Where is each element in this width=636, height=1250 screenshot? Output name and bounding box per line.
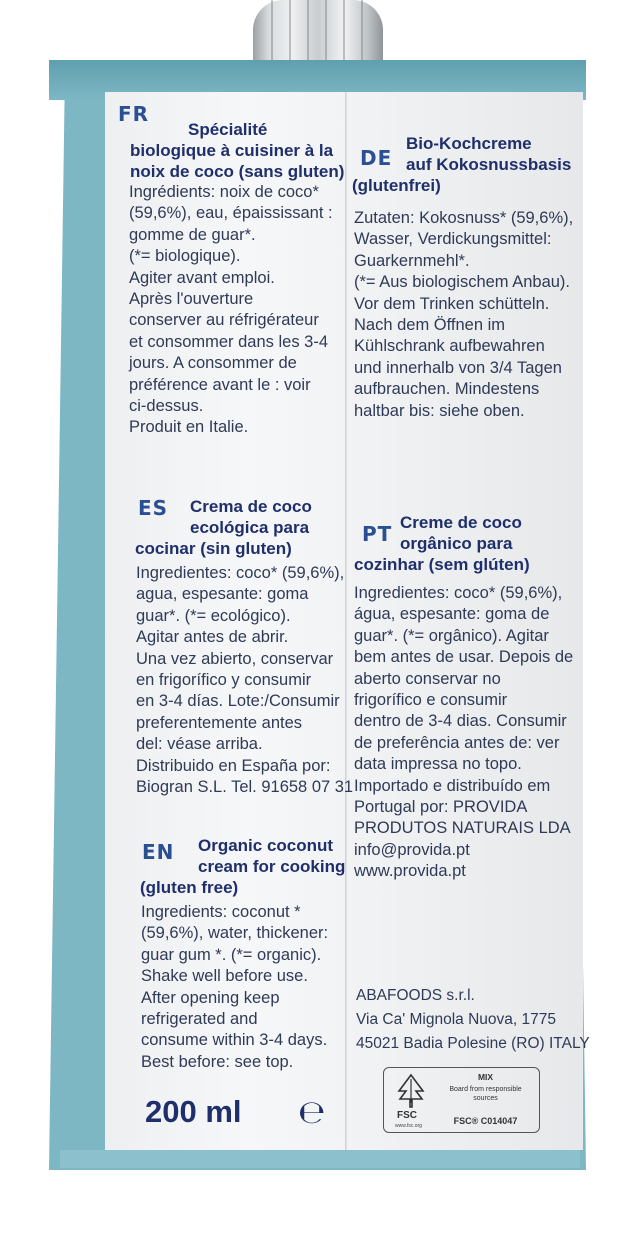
- body-pt-line: água, espesante: goma de: [354, 605, 550, 624]
- body-es-line: Distribuido en España por:: [136, 756, 331, 775]
- heading-pt-line: cozinhar (sem glúten): [354, 555, 530, 574]
- heading-es-line: Crema de coco: [190, 497, 312, 516]
- body-es-line: agua, espesante: goma: [136, 585, 309, 604]
- body-fr-line: gomme de guar*.: [129, 225, 256, 244]
- body-pt-line: Ingredientes: coco* (59,6%),: [354, 584, 563, 602]
- body-de-line: Guarkernmehl*.: [354, 251, 470, 270]
- badge-en: EN: [142, 840, 175, 864]
- body-pt-line: Portugal por: PROVIDA: [354, 798, 528, 817]
- body-es-line: guar*. (*= ecológico).: [136, 606, 291, 625]
- body-pt-line: guar*. (*= orgânico). Agitar: [354, 626, 549, 645]
- body-en-line: consume within 3-4 days.: [141, 1031, 328, 1050]
- body-de: [354, 208, 573, 422]
- body-en-line: Ingredients: coconut *: [141, 903, 301, 921]
- body-pt-line: frigorífico e consumir: [354, 691, 508, 710]
- heading-de-line: auf Kokosnussbasis: [406, 155, 572, 174]
- body-de-line: (*= Aus biologischem Anbau).: [354, 273, 571, 292]
- heading-en-line: Organic coconut: [198, 836, 334, 855]
- fsc-tree-icon: [396, 1073, 426, 1109]
- body-en-line: Best before: see top.: [141, 1052, 294, 1071]
- body-pt-line: www.provida.pt: [354, 862, 466, 881]
- body-de-line: Vor dem Trinken schütteln.: [354, 294, 550, 313]
- body-de-line: aufbrauchen. Mindestens: [354, 380, 540, 399]
- body-fr-line: et consommer dans les 3-4: [129, 332, 329, 351]
- body-fr-line: conserver au réfrigérateur: [129, 311, 319, 330]
- heading-fr-line: noix de coco (sans gluten): [130, 162, 345, 181]
- body-de-line: Zutaten: Kokosnuss* (59,6%),: [354, 209, 574, 227]
- heading-en: [140, 835, 345, 898]
- body-fr-line: Produit en Italie.: [129, 418, 249, 437]
- body-en-line: After opening keep: [141, 988, 280, 1007]
- body-de-line: Wasser, Verdickungsmittel:: [354, 230, 552, 249]
- heading-pt-line: orgânico para: [400, 534, 513, 553]
- fsc-mix: MIX: [477, 1072, 494, 1082]
- heading-pt: [354, 512, 579, 575]
- body-en-line: Shake well before use.: [141, 967, 308, 986]
- fsc-label: FSC: [397, 1110, 417, 1121]
- body-fr-line: Après l'ouverture: [129, 290, 254, 309]
- producer-line: 45021 Badia Polesine (RO) ITALY: [356, 1035, 590, 1052]
- body-pt-line: de preferência antes de: ver: [354, 733, 560, 752]
- producer-address: [356, 984, 590, 1056]
- heading-de-line: (glutenfrei): [352, 176, 441, 195]
- heading-fr: [130, 119, 345, 182]
- body-en: [141, 902, 328, 1073]
- body-es-line: preferentemente antes: [136, 713, 303, 732]
- body-de-line: Nach dem Öffnen im: [354, 316, 506, 335]
- body-pt-line: PRODUTOS NATURAIS LDA: [354, 819, 571, 838]
- body-es-line: Una vez abierto, conservar: [136, 649, 334, 668]
- heading-fr-line: biologique à cuisiner à la: [130, 141, 334, 160]
- heading-fr-line: Spécialité: [188, 120, 268, 139]
- body-es-line: Agitar antes de abrir.: [136, 628, 289, 647]
- body-fr-line: Ingrédients: noix de coco*: [129, 183, 319, 201]
- body-fr-line: ci-dessus.: [129, 397, 204, 416]
- body-en-line: (59,6%), water, thickener:: [141, 924, 329, 943]
- heading-es: [135, 496, 345, 559]
- fsc-mix-sub: Board from responsible sources: [449, 1086, 522, 1102]
- heading-de: [352, 133, 577, 196]
- body-de-line: und innerhalb von 3/4 Tagen: [354, 358, 562, 377]
- heading-es-line: cocinar (sin gluten): [135, 539, 292, 558]
- carton-base: [60, 1150, 580, 1168]
- heading-en-line: cream for cooking: [198, 857, 346, 876]
- fsc-code: FSC® C014047: [453, 1116, 518, 1126]
- producer-line: ABAFOODS s.r.l.: [356, 987, 475, 1004]
- heading-en-line: (gluten free): [140, 878, 239, 897]
- badge-es: ES: [138, 496, 169, 520]
- body-fr-line: (59,6%), eau, épaississant :: [129, 204, 333, 223]
- body-es: [136, 563, 353, 798]
- body-es-line: del: véase arriba.: [136, 735, 263, 754]
- badge-fr: FR: [118, 102, 150, 126]
- heading-pt-line: Creme de coco: [400, 513, 522, 532]
- body-pt-line: aberto conservar no: [354, 669, 501, 688]
- body-es-line: en 3-4 días. Lote:/Consumir: [136, 692, 340, 711]
- body-es-line: Biogran S.L. Tel. 91658 07 31: [136, 778, 354, 797]
- estimated-sign: ℮: [298, 1093, 326, 1131]
- body-pt: [354, 583, 573, 883]
- producer-line: Via Ca' Mignola Nuova, 1775: [356, 1011, 556, 1028]
- body-fr-line: préférence avant le : voir: [129, 375, 311, 394]
- body-de-line: Kühlschrank aufbewahren: [354, 337, 545, 356]
- body-fr-line: Agiter avant emploi.: [129, 268, 275, 287]
- body-pt-line: Importado e distribuído em: [354, 776, 551, 795]
- body-pt-line: data impressa no topo.: [354, 755, 522, 774]
- body-pt-line: info@provida.pt: [354, 840, 470, 859]
- fsc-website: www.fsc.org: [395, 1123, 422, 1129]
- body-es-line: Ingredientes: coco* (59,6%),: [136, 564, 345, 582]
- badge-de: DE: [360, 146, 393, 170]
- body-fr-line: jours. A consommer de: [129, 354, 297, 373]
- body-es-line: en frigorífico y consumir: [136, 671, 312, 690]
- body-fr: [129, 182, 333, 439]
- volume-label: 200 ml: [145, 1094, 242, 1129]
- heading-de-line: Bio-Kochcreme: [406, 134, 532, 153]
- body-fr-line: (*= biologique).: [129, 247, 241, 266]
- body-pt-line: dentro de 3-4 dias. Consumir: [354, 712, 567, 731]
- badge-pt: PT: [362, 522, 393, 546]
- body-en-line: refrigerated and: [141, 1010, 258, 1029]
- body-en-line: guar gum *. (*= organic).: [141, 945, 322, 964]
- body-pt-line: bem antes de usar. Depois de: [354, 648, 574, 667]
- body-de-line: haltbar bis: siehe oben.: [354, 401, 525, 420]
- heading-es-line: ecológica para: [190, 518, 310, 537]
